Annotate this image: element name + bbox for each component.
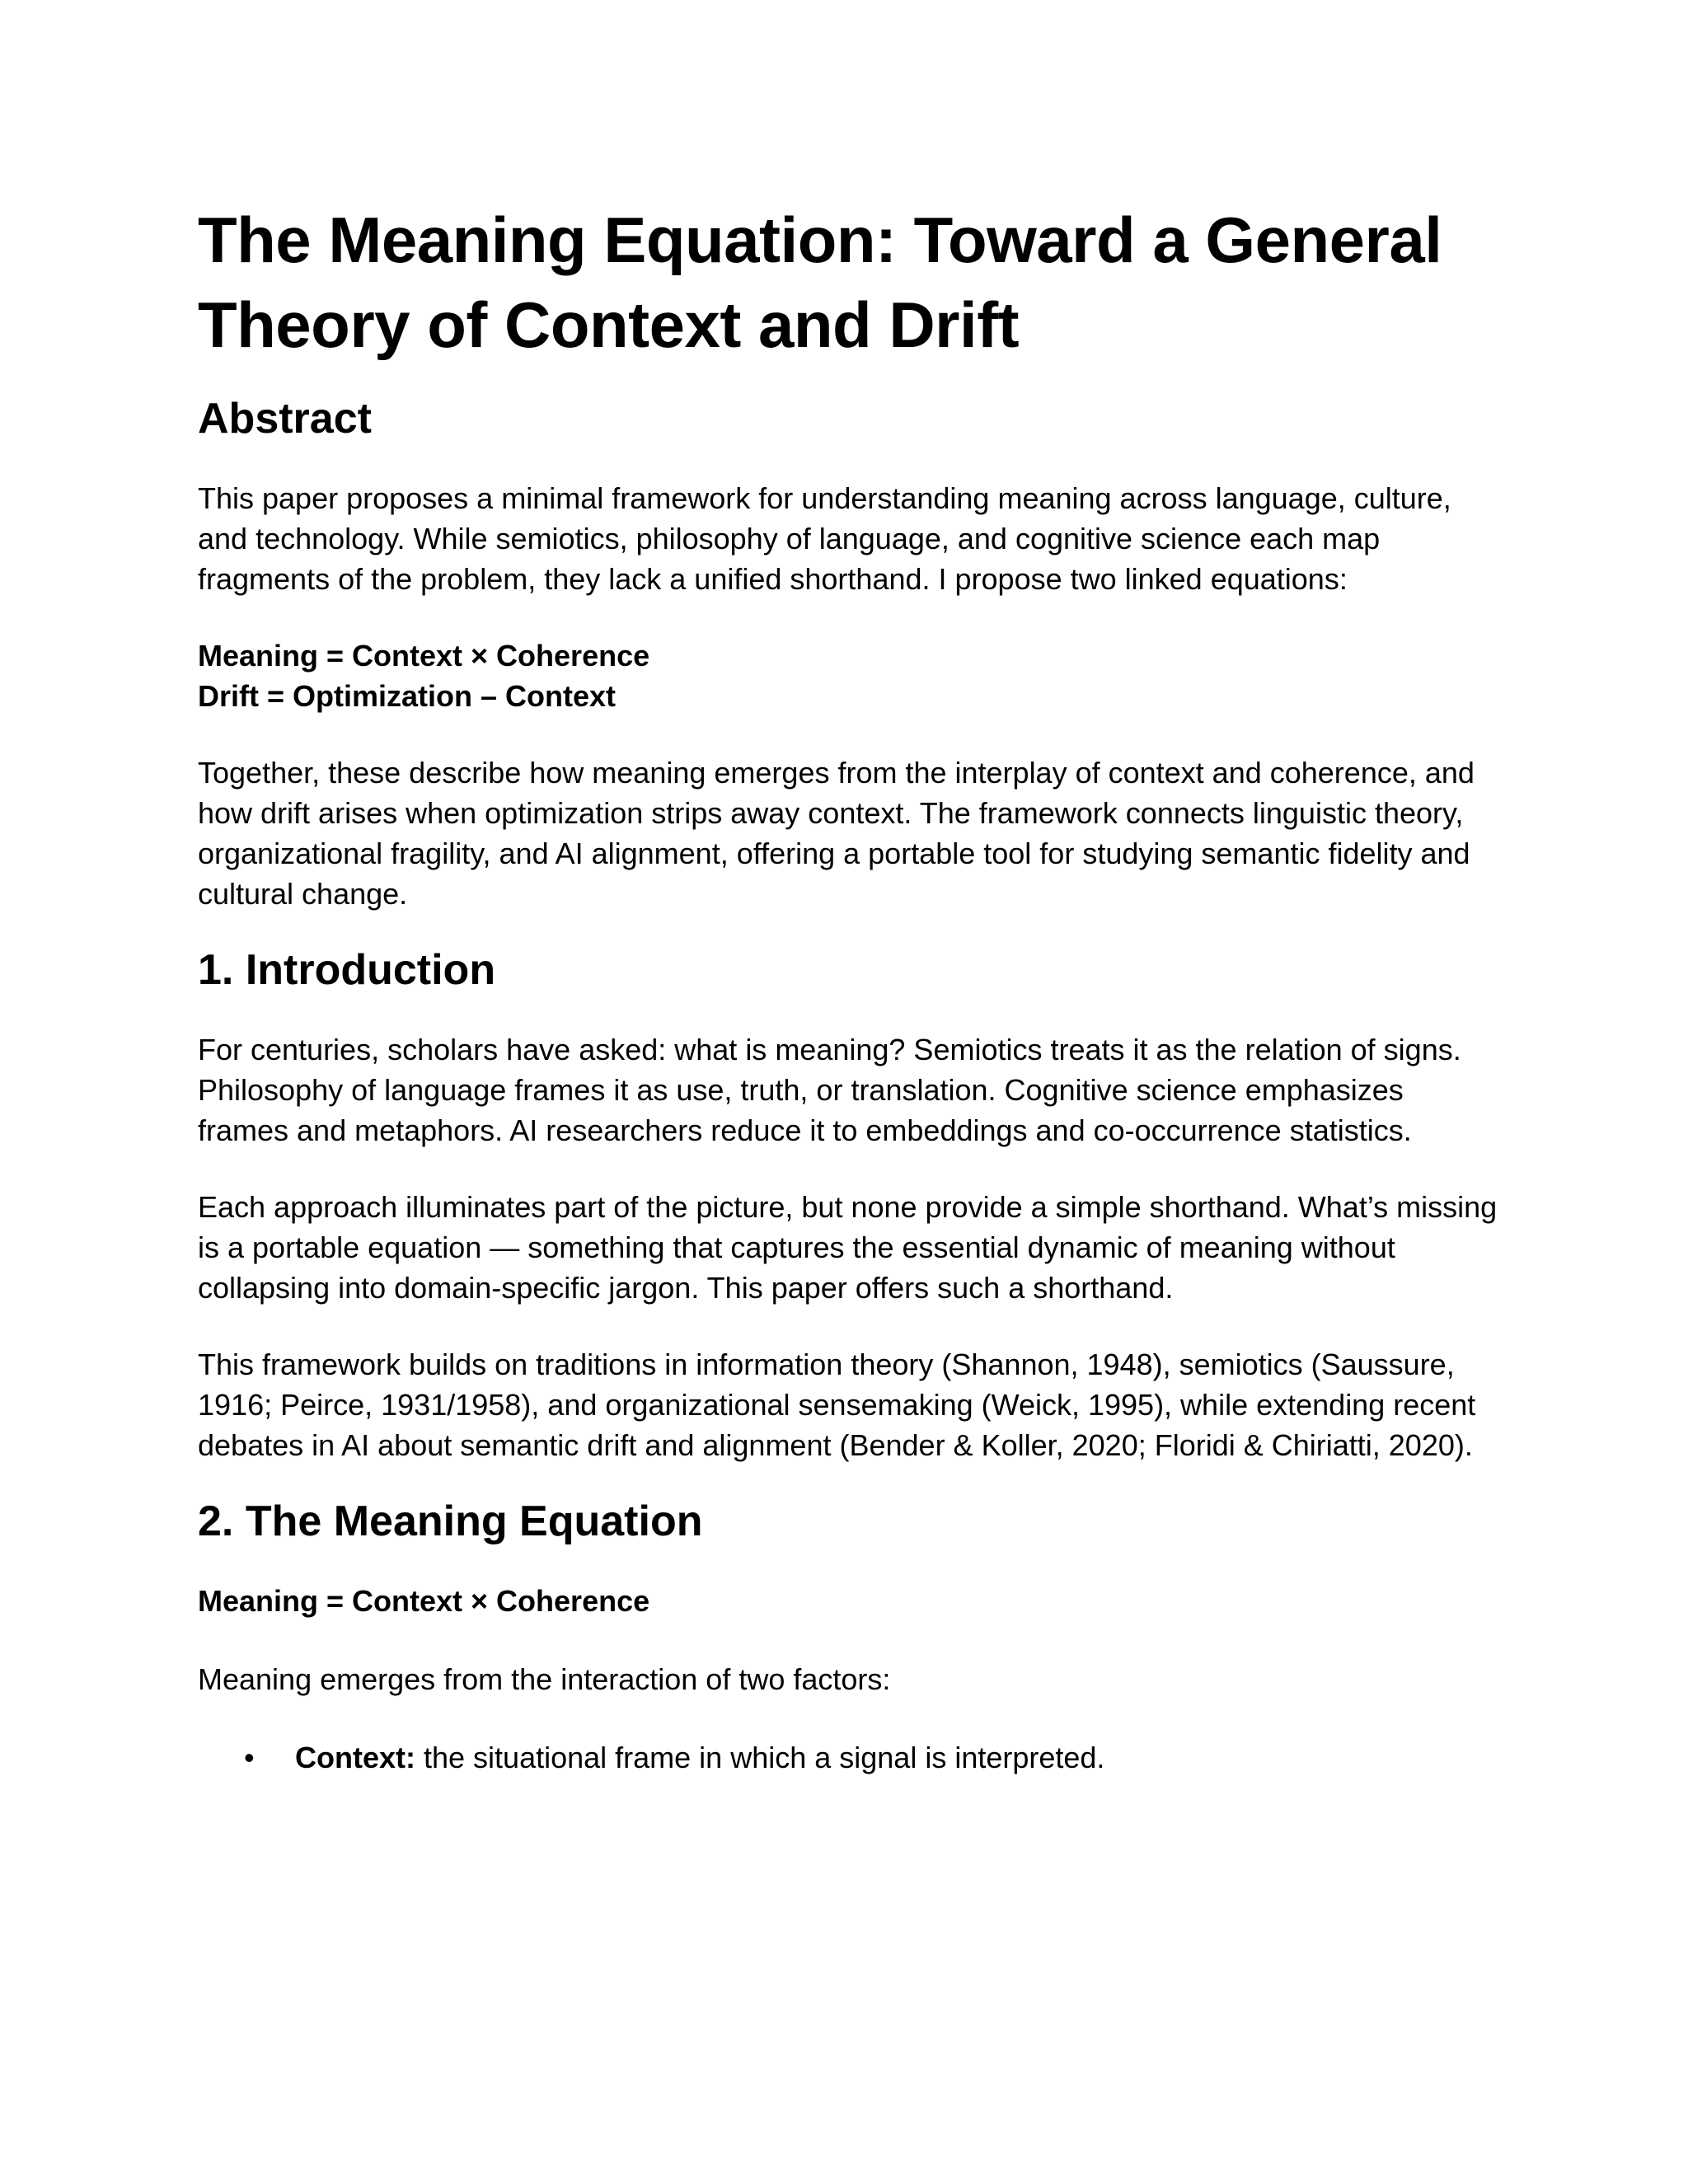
factors-list <box>198 1737 1500 1778</box>
introduction-heading: 1. Introduction <box>198 946 496 994</box>
abstract-heading: Abstract <box>198 395 372 443</box>
section-equation-text: Meaning = Context × Coherence <box>198 1584 650 1618</box>
paper-title <box>198 198 1500 368</box>
factors-intro: Meaning emerges from the interaction of two factors: <box>198 1662 891 1696</box>
bullet-marker: • <box>244 1741 255 1774</box>
meaning-equation-text: Meaning = Context × Coherence <box>198 639 650 673</box>
abstract-paragraph-2: Together, these describe how meaning emerges from the interplay of context and coherence, and how drift arises when optimization strips away context. The framework connects linguistic theory, organizational fragility, and AI alignment, offering a portable tool for studying semantic fidelity and cultural change. <box>198 756 1475 911</box>
drift-equation-text: Drift = Optimization – Context <box>198 679 617 713</box>
abstract-equations <box>198 635 1500 716</box>
bullet-term: Context: <box>295 1741 415 1774</box>
introduction-paragraph-2: Each approach illuminates part of the picture, but none provide a simple shorthand. What’s missing is a portable equation — something that captures the essential dynamic of meaning without collapsing into domain-specific jargon. This paper offers such a shorthand. <box>198 1190 1498 1305</box>
document-page <box>198 198 1500 1778</box>
bullet-text: the situational frame in which a signal is interpreted. <box>415 1741 1105 1774</box>
list-item <box>198 1737 1500 1778</box>
paper-title-line-2: Theory of Context and Drift <box>198 288 1020 361</box>
introduction-paragraph-3: This framework builds on traditions in information theory (Shannon, 1948), semiotics (Saussure, 1916; Peirce, 1931/1958), and organizational sensemaking (Weick, 1995), while extending recent debates in AI about semantic drift and alignment (Bender & Koller, 2020; Floridi & Chiriatti, 2020). <box>198 1347 1476 1462</box>
paper-title-line-1: The Meaning Equation: Toward a General <box>198 204 1442 276</box>
meaning-equation-heading: 2. The Meaning Equation <box>198 1497 703 1545</box>
abstract-paragraph-1: This paper proposes a minimal framework for understanding meaning across language, culture, and technology. While semiotics, philosophy of language, and cognitive science each map fragments of the problem, they lack a unified shorthand. I propose two linked equations: <box>198 481 1451 596</box>
introduction-paragraph-1: For centuries, scholars have asked: what is meaning? Semiotics treats it as the relation of signs. Philosophy of language frames it as use, truth, or translation. Cognitive science emphasizes frames and metaphors. AI researchers reduce it to embeddings and co-occurrence statistics. <box>198 1033 1461 1147</box>
